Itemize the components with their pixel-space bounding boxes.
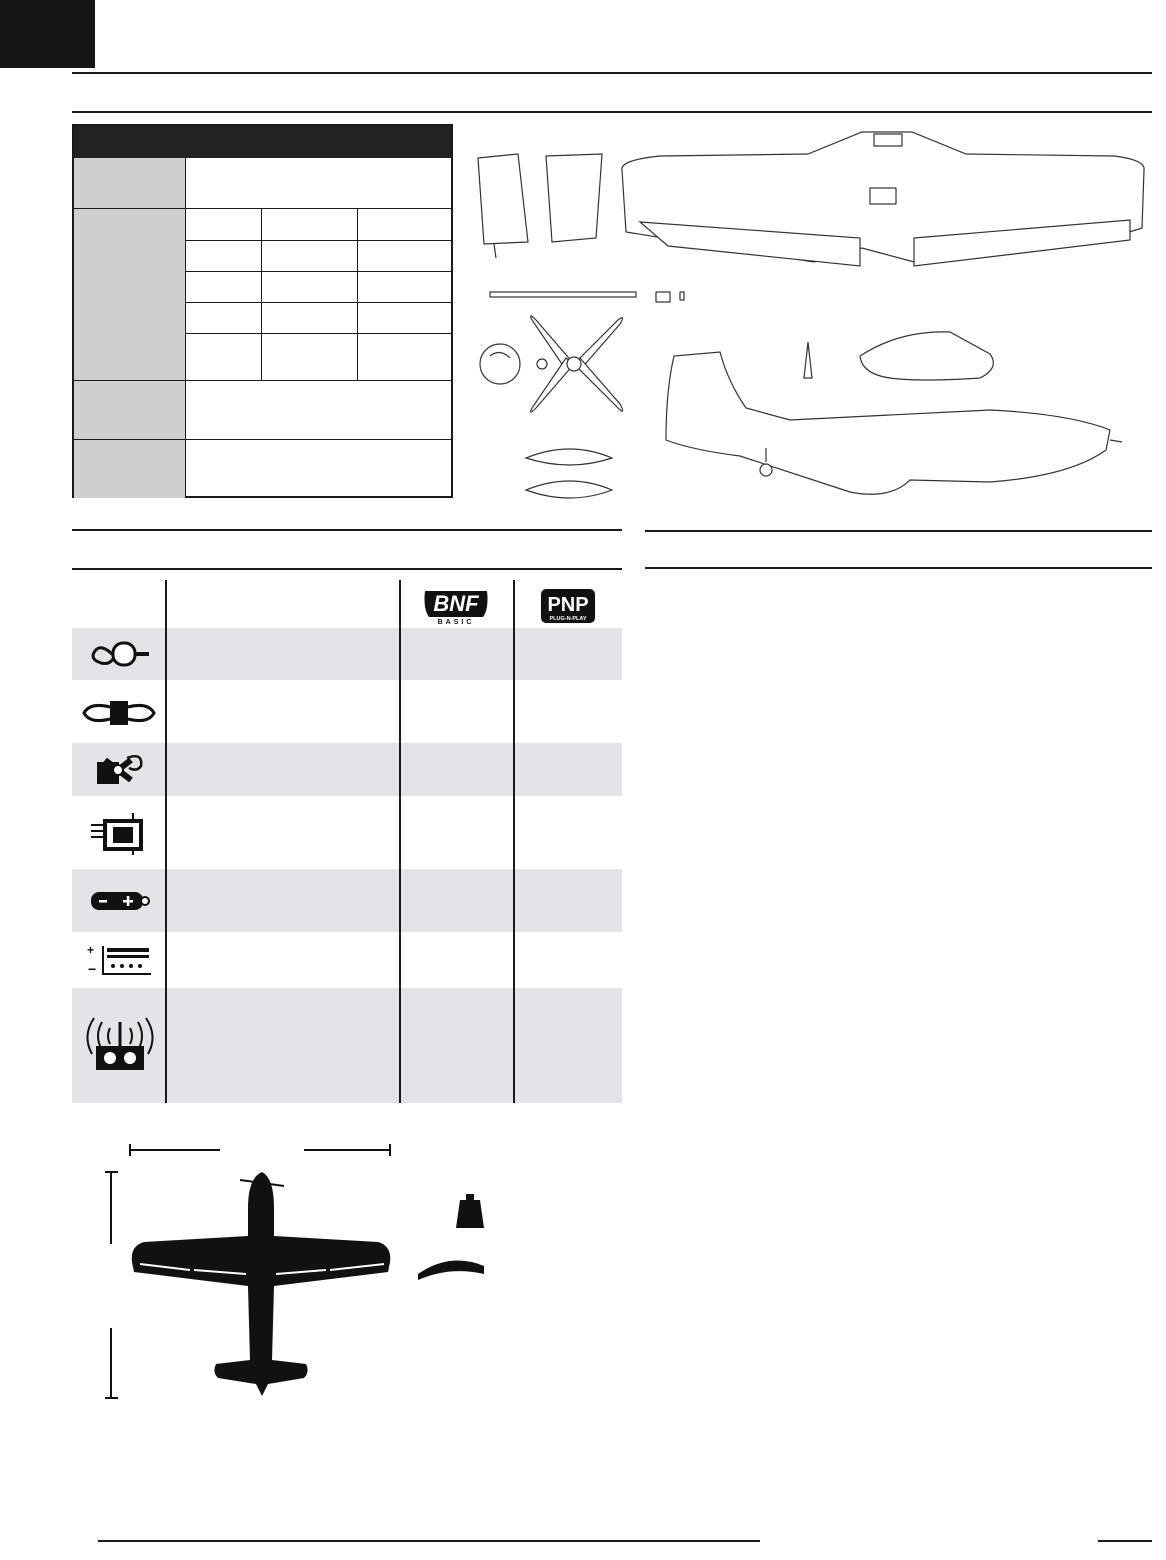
spec-table <box>72 124 453 498</box>
spec-label-cell <box>74 440 185 498</box>
components-header-rule <box>72 568 622 570</box>
stabilizer-right-icon <box>546 154 602 242</box>
footer-rule <box>98 1540 760 1542</box>
spec-table-header <box>74 126 451 158</box>
spec-label-cell <box>74 158 185 208</box>
top-rule <box>72 72 1152 74</box>
esc-icon <box>72 683 166 743</box>
motor-icon <box>72 628 166 680</box>
svg-text:BNF: BNF <box>433 591 479 616</box>
servo-icon <box>72 743 166 796</box>
wing-area-icon <box>418 1261 484 1280</box>
aircraft-silhouette <box>100 1138 500 1408</box>
svg-text:PLUG-N-PLAY: PLUG-N-PLAY <box>549 616 587 622</box>
components-table <box>72 580 622 1103</box>
spec-label-cell <box>74 209 185 380</box>
spec-label-cell <box>74 381 185 439</box>
right-title-rule <box>645 530 1152 532</box>
svg-text:BASIC: BASIC <box>437 619 475 625</box>
transmitter-icon <box>72 988 166 1103</box>
stabilizer-left-icon <box>478 154 528 244</box>
corner-tab <box>0 0 95 68</box>
svg-text:+: + <box>87 943 95 957</box>
pnp-logo <box>536 586 600 626</box>
battery-icon <box>72 869 166 932</box>
section-rule <box>72 111 1152 113</box>
right-header-rule <box>645 567 1152 569</box>
parts-illustration <box>470 120 1160 510</box>
svg-text:PNP: PNP <box>547 594 589 616</box>
receiver-icon <box>72 796 166 869</box>
footer-page-rule <box>1098 1540 1152 1542</box>
weight-icon <box>456 1194 484 1228</box>
charger-icon <box>72 932 166 988</box>
svg-text:−: − <box>88 961 97 977</box>
components-title-rule <box>72 529 622 531</box>
bnf-logo <box>416 586 496 626</box>
